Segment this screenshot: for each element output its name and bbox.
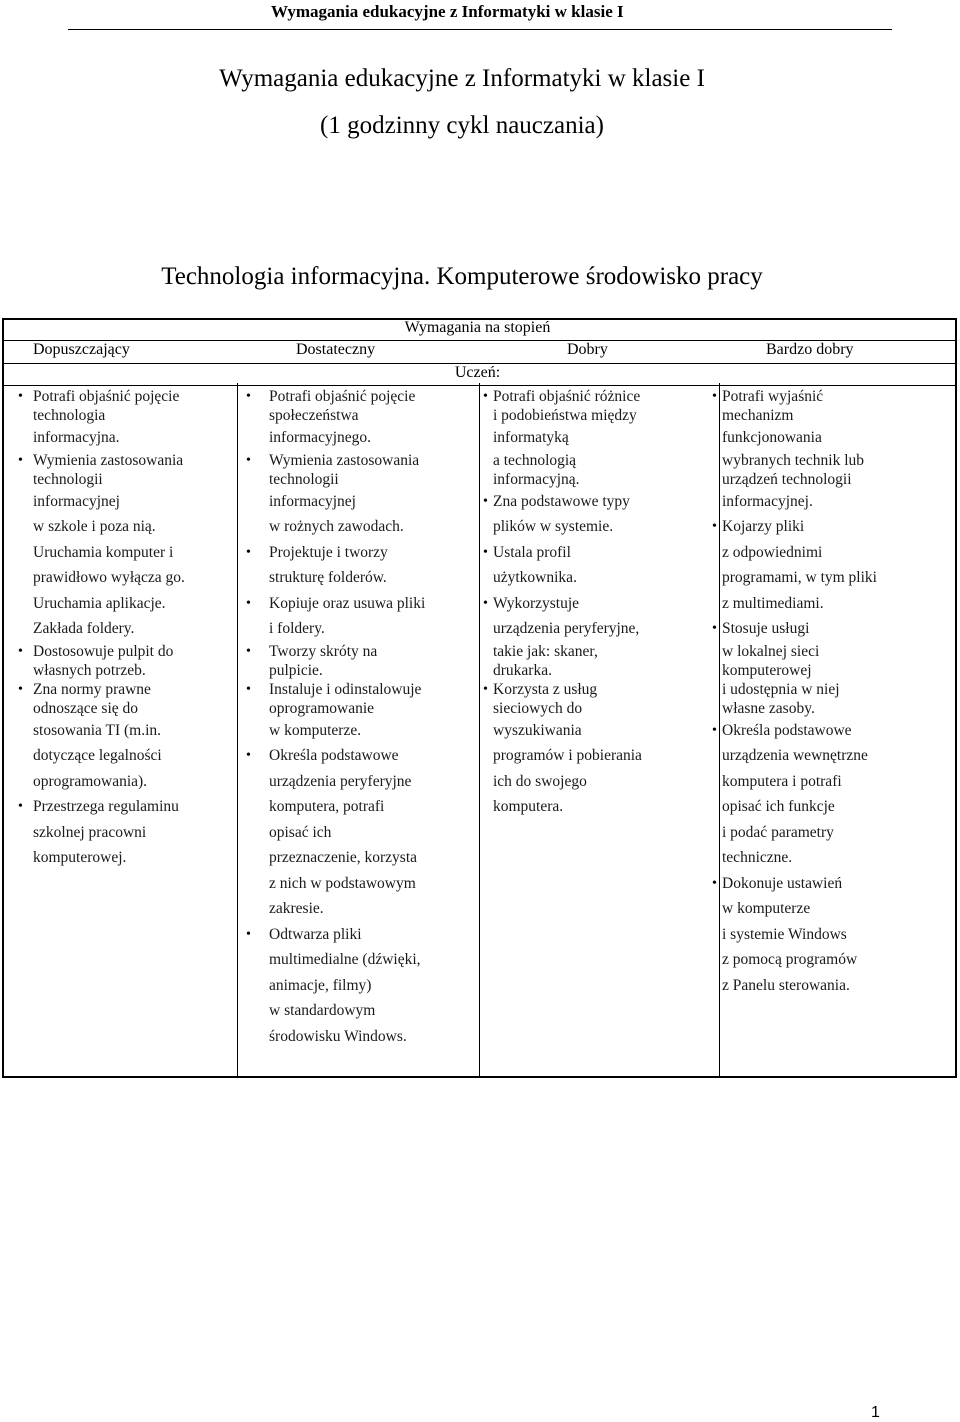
item-text: w szkole i poza nią. xyxy=(33,518,156,535)
bullet-item xyxy=(712,616,952,642)
item-line xyxy=(712,820,952,846)
item-text: • Ustala profil xyxy=(493,543,571,561)
item-line xyxy=(712,794,952,820)
item-line xyxy=(254,616,470,642)
item-text: programów i pobierania xyxy=(493,747,642,764)
item-text: i podobieństwa między xyxy=(493,407,637,424)
item-line xyxy=(254,845,470,871)
item-line xyxy=(712,973,952,999)
bullet-item xyxy=(483,489,715,515)
column-dopuszczajacy xyxy=(18,387,223,871)
item-line xyxy=(483,769,715,795)
item-text: w standardowym xyxy=(269,1002,376,1019)
item-text: informacyjną. xyxy=(493,470,580,488)
item-text: • Wymienia zastosowania xyxy=(33,451,184,469)
item-text: techniczne. xyxy=(722,849,793,866)
item-line xyxy=(18,540,223,566)
item-text: multimedialne (dźwięki, xyxy=(269,951,421,968)
column-bardzo-dobry xyxy=(712,387,952,998)
item-text: • Dostosowuje pulpit do xyxy=(33,642,174,660)
item-line xyxy=(254,489,470,515)
bullet-item xyxy=(254,387,470,425)
item-text: szkolnej pracowni xyxy=(33,823,147,841)
item-line xyxy=(712,845,952,871)
bullet-item xyxy=(18,642,223,680)
item-text: • Stosuje usługi xyxy=(722,620,810,637)
item-text: komputera. xyxy=(493,798,564,815)
bullet-item xyxy=(712,387,952,425)
bullet-item xyxy=(712,718,952,744)
item-text: a technologią xyxy=(493,451,577,469)
item-text: • Dokonuje ustawień xyxy=(722,874,843,892)
item-text: i foldery. xyxy=(269,620,325,637)
item-text: • Projektuje i tworzy xyxy=(269,543,388,561)
item-line xyxy=(18,769,223,795)
item-text: pulpicie. xyxy=(269,661,323,679)
item-line xyxy=(712,922,952,948)
item-line xyxy=(18,591,223,617)
item-text: z Panelu sterowania. xyxy=(722,976,850,994)
item-line xyxy=(483,451,715,489)
item-text: użytkownika. xyxy=(493,569,577,586)
item-line xyxy=(18,514,223,540)
bullet-item xyxy=(254,680,470,718)
column-divider xyxy=(479,383,480,1076)
bullet-item xyxy=(254,642,470,680)
table-subheader: Uczeń: xyxy=(454,364,501,381)
item-text: drukarka. xyxy=(493,661,552,679)
item-line xyxy=(254,896,470,922)
item-text: informacyjnego. xyxy=(269,429,372,446)
bullet-item xyxy=(254,922,470,948)
item-text: programami, w tym pliki xyxy=(722,569,877,586)
item-text: w komputerze xyxy=(722,900,811,917)
item-line xyxy=(18,565,223,591)
item-text: mechanizm xyxy=(722,407,794,424)
grade-level-dobry: Dobry xyxy=(567,341,608,358)
item-text: stosowania TI (m.in. xyxy=(33,721,162,739)
bullet-item xyxy=(254,591,470,617)
item-text: technologii xyxy=(269,470,339,488)
header-rule xyxy=(68,29,892,30)
item-text: oprogramowanie xyxy=(269,699,375,717)
column-dostateczny xyxy=(254,387,470,1049)
item-line xyxy=(712,680,952,718)
item-text: urządzenia wewnętrzne xyxy=(722,747,868,764)
item-text: • Zna podstawowe typy xyxy=(493,492,630,510)
item-line xyxy=(483,565,715,591)
grade-level-dostateczny: Dostateczny xyxy=(296,341,376,358)
item-text: Uruchamia komputer i xyxy=(33,543,174,561)
item-text: strukturę folderów. xyxy=(269,569,387,586)
item-line xyxy=(483,616,715,642)
item-text: w komputerze. xyxy=(269,721,362,739)
item-text: z pomocą programów xyxy=(722,951,858,968)
item-line xyxy=(712,565,952,591)
bullet-item xyxy=(712,514,952,540)
item-text: środowisku Windows. xyxy=(269,1027,407,1045)
item-text: takie jak: skaner, xyxy=(493,642,598,660)
item-line xyxy=(254,425,470,451)
item-line xyxy=(483,425,715,451)
item-text: opisać ich funkcje xyxy=(722,798,835,815)
item-text: komputera i potrafi xyxy=(722,772,842,790)
item-text: własne zasoby. xyxy=(722,699,815,717)
item-line xyxy=(712,540,952,566)
item-text: informatyką xyxy=(493,429,569,446)
item-text: • Tworzy skróty na xyxy=(269,642,378,660)
item-text: w lokalnej sieci xyxy=(722,642,820,660)
item-text: informacyjnej xyxy=(269,492,356,510)
item-text: informacyjnej xyxy=(33,492,120,510)
table-header: Wymagania na stopień xyxy=(404,319,551,336)
item-text: Zakłada foldery. xyxy=(33,620,135,637)
item-text: • Potrafi objaśnić różnice xyxy=(493,388,641,405)
item-text: w rożnych zawodach. xyxy=(269,518,404,535)
item-line xyxy=(712,489,952,515)
item-text: animacje, filmy) xyxy=(269,976,372,994)
column-divider xyxy=(237,383,238,1076)
item-line xyxy=(712,642,952,680)
page-number: 1 xyxy=(871,1404,880,1421)
item-text: wyszukiwania xyxy=(493,721,582,739)
bullet-item xyxy=(483,591,715,617)
item-text: ich do swojego xyxy=(493,772,587,790)
item-text: informacyjnej. xyxy=(722,492,813,510)
bullet-item xyxy=(712,871,952,897)
item-text: społeczeństwa xyxy=(269,407,359,424)
item-line xyxy=(483,794,715,820)
item-text: przeznaczenie, korzysta xyxy=(269,849,418,866)
item-line xyxy=(483,743,715,769)
item-text: dotyczące legalności xyxy=(33,747,162,764)
item-text: • Potrafi objaśnić pojęcie xyxy=(33,388,180,405)
item-line xyxy=(712,947,952,973)
item-line xyxy=(483,514,715,540)
item-text: opisać ich xyxy=(269,823,332,841)
item-line xyxy=(254,947,470,973)
item-text: komputerowej xyxy=(722,661,812,679)
item-text: komputerowej. xyxy=(33,849,127,866)
item-text: • Instaluje i odinstalowuje xyxy=(269,680,422,698)
item-line xyxy=(254,514,470,540)
bullet-item xyxy=(18,680,223,718)
item-line xyxy=(712,769,952,795)
item-line xyxy=(254,769,470,795)
item-line xyxy=(254,1024,470,1050)
column-dobry xyxy=(483,387,715,820)
item-text: i podać parametry xyxy=(722,823,834,841)
item-text: • Korzysta z usług xyxy=(493,680,598,698)
item-text: plików w systemie. xyxy=(493,518,614,535)
item-line xyxy=(18,845,223,871)
item-text: • Określa podstawowe xyxy=(722,721,852,739)
item-line xyxy=(18,820,223,846)
item-line xyxy=(254,718,470,744)
item-line xyxy=(254,973,470,999)
document-subtitle: (1 godzinny cykl nauczania) xyxy=(320,112,604,139)
section-title: Technologia informacyjna. Komputerowe środowisko pracy xyxy=(161,263,763,290)
bullet-item xyxy=(483,540,715,566)
grade-level-bardzo-dobry: Bardzo dobry xyxy=(766,341,854,358)
item-line xyxy=(254,820,470,846)
item-text: • Potrafi wyjaśnić xyxy=(722,388,824,405)
item-text: sieciowych do xyxy=(493,699,583,717)
item-text: • Wymienia zastosowania xyxy=(269,451,420,469)
bullet-item xyxy=(254,743,470,769)
item-text: informacyjna. xyxy=(33,429,120,446)
bullet-item xyxy=(18,387,223,425)
grade-level-dopuszczajacy: Dopuszczający xyxy=(33,341,130,358)
bullet-item xyxy=(254,540,470,566)
item-text: i udostępnia w niej xyxy=(722,680,840,698)
item-line xyxy=(18,425,223,451)
item-line xyxy=(254,998,470,1024)
item-text: Uruchamia aplikacje. xyxy=(33,594,166,612)
item-line xyxy=(18,616,223,642)
item-text: • Zna normy prawne xyxy=(33,680,151,698)
item-line xyxy=(18,743,223,769)
item-line xyxy=(712,591,952,617)
item-text: urządzenia peryferyjne, xyxy=(493,620,640,637)
item-line xyxy=(712,425,952,451)
item-line xyxy=(712,451,952,489)
item-text: • Kojarzy pliki xyxy=(722,518,805,535)
item-text: komputera, potrafi xyxy=(269,798,385,815)
item-text: technologia xyxy=(33,407,106,424)
bullet-item xyxy=(483,680,715,718)
item-text: z odpowiednimi xyxy=(722,543,823,561)
item-text: i systemie Windows xyxy=(722,925,847,943)
item-text: • Przestrzega regulaminu xyxy=(33,798,179,815)
item-text: z multimediami. xyxy=(722,594,824,612)
bullet-item xyxy=(18,451,223,489)
bullet-item xyxy=(254,451,470,489)
item-line xyxy=(712,743,952,769)
item-text: • Odtwarza pliki xyxy=(269,925,362,943)
item-text: • Wykorzystuje xyxy=(493,594,580,612)
item-line xyxy=(254,565,470,591)
item-text: prawidłowo wyłącza go. xyxy=(33,569,185,586)
item-line xyxy=(483,642,715,680)
document-title: Wymagania edukacyjne z Informatyki w klasie I xyxy=(219,65,705,92)
item-text: odnoszące się do xyxy=(33,699,139,717)
item-text: urządzeń technologii xyxy=(722,470,852,488)
item-line xyxy=(18,489,223,515)
running-header-text: Wymagania edukacyjne z Informatyki w klasie I xyxy=(271,2,624,21)
item-line xyxy=(254,794,470,820)
bullet-item xyxy=(18,794,223,820)
bullet-item xyxy=(483,387,715,425)
item-text: • Potrafi objaśnić pojęcie xyxy=(269,388,416,405)
item-text: funkcjonowania xyxy=(722,429,822,446)
item-line xyxy=(18,718,223,744)
item-line xyxy=(712,896,952,922)
item-text: technologii xyxy=(33,470,103,488)
item-text: z nich w podstawowym xyxy=(269,874,416,892)
item-text: urządzenia peryferyjne xyxy=(269,772,412,790)
item-text: • Kopiuje oraz usuwa pliki xyxy=(269,594,426,612)
item-line xyxy=(254,871,470,897)
item-text: • Określa podstawowe xyxy=(269,747,399,764)
item-text: zakresie. xyxy=(269,900,324,917)
item-text: własnych potrzeb. xyxy=(33,661,146,679)
item-text: oprogramowania). xyxy=(33,772,148,790)
item-text: wybranych technik lub xyxy=(722,451,865,469)
running-header xyxy=(0,0,960,32)
item-line xyxy=(483,718,715,744)
